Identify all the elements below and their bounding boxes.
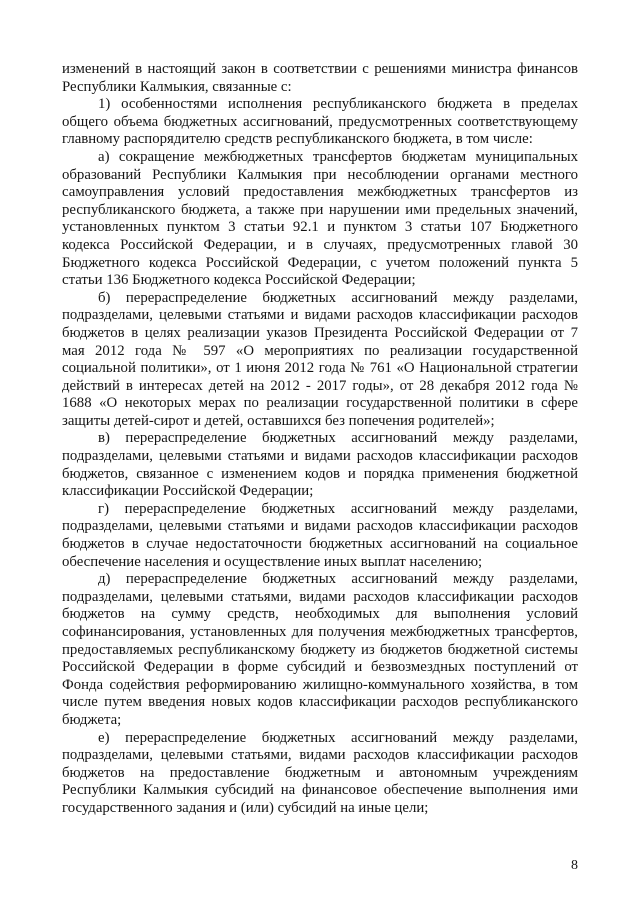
paragraph-subitem-b: б) перераспределение бюджетных ассигнований между разделами, подразделами, целевыми статьями и видами расходов классификации расходов бюджетов в целях реализации указов Президента Российской Федерации от 7 мая 2012 года № 597 «О мероприятиях по реализации государственной социальной политики», от 1 июня 2012 года № 761 «О Национальной стратегии действий в интересах детей на 2012 - 2017 годы», от 28 декабря 2012 года № 1688 «О некоторых мерах по реализации государственной политики в сфере защиты детей-сирот и детей, оставшихся без попечения родителей»; bbox=[62, 289, 578, 429]
paragraph-continuation: изменений в настоящий закон в соответствии с решениями министра финансов Республики Калмыкия, связанные с: bbox=[62, 61, 578, 95]
paragraph-subitem-a: а) сокращение межбюджетных трансфертов бюджетам муниципальных образований Республики Калмыкия при несоблюдении органами местного самоуправления условий предоставления межбюджетных трансфертов из республиканского бюджета, а также при нарушении ими предельных значений, установленных пунктом 3 статьи 92.1 и пунктом 3 статьи 107 Бюджетного кодекса Российской Федерации, и в случаях, предусмотренных главой 30 Бюджетного кодекса Российской Федерации, с учетом положений пункта 5 статьи 136 Бюджетного кодекса Российской Федерации; bbox=[62, 148, 578, 289]
page-number: 8 bbox=[571, 858, 578, 873]
paragraph-subitem-d: д) перераспределение бюджетных ассигнований между разделами, подразделами, целевыми статьями, видами расходов классификации расходов бюджетов на сумму средств, необходимых для выполнения условий софинансирования, установленных для получения межбюджетных трансфертов, предоставляемых республиканскому бюджету из бюджетов бюджетной системы Российской Федерации в форме субсидий и безвозмездных поступлений от Фонда содействия реформированию жилищно-коммунального хозяйства, в том числе путем введения новых кодов классификации расходов республиканского бюджета; bbox=[62, 571, 578, 728]
paragraph-item-1: 1) особенностями исполнения республиканского бюджета в пределах общего объема бюджетных ассигнований, предусмотренных соответствующему главному распорядителю средств республиканского бюджета, в том числе: bbox=[62, 96, 578, 148]
paragraph-subitem-g: г) перераспределение бюджетных ассигнований между разделами, подразделами, целевыми статьями и видами расходов классификации расходов бюджетов в случае недостаточности бюджетных ассигнований на социальное обеспечение населения и осуществление иных выплат населению; bbox=[62, 500, 578, 570]
paragraph-subitem-v: в) перераспределение бюджетных ассигнований между разделами, подразделами, целевыми статьями и видами расходов классификации расходов бюджетов, связанное с изменением кодов и порядка применения бюджетной классификации Российской Федерации; bbox=[62, 430, 578, 500]
paragraph-subitem-e: е) перераспределение бюджетных ассигнований между разделами, подразделами, целевыми статьями, видами расходов классификации расходов бюджетов на предоставление бюджетным и автономным учреждениям Республики Калмыкия субсидий на финансовое обеспечение выполнения ими государственного задания и (или) субсидий на иные цели; bbox=[62, 729, 578, 816]
body-text bbox=[62, 61, 578, 818]
